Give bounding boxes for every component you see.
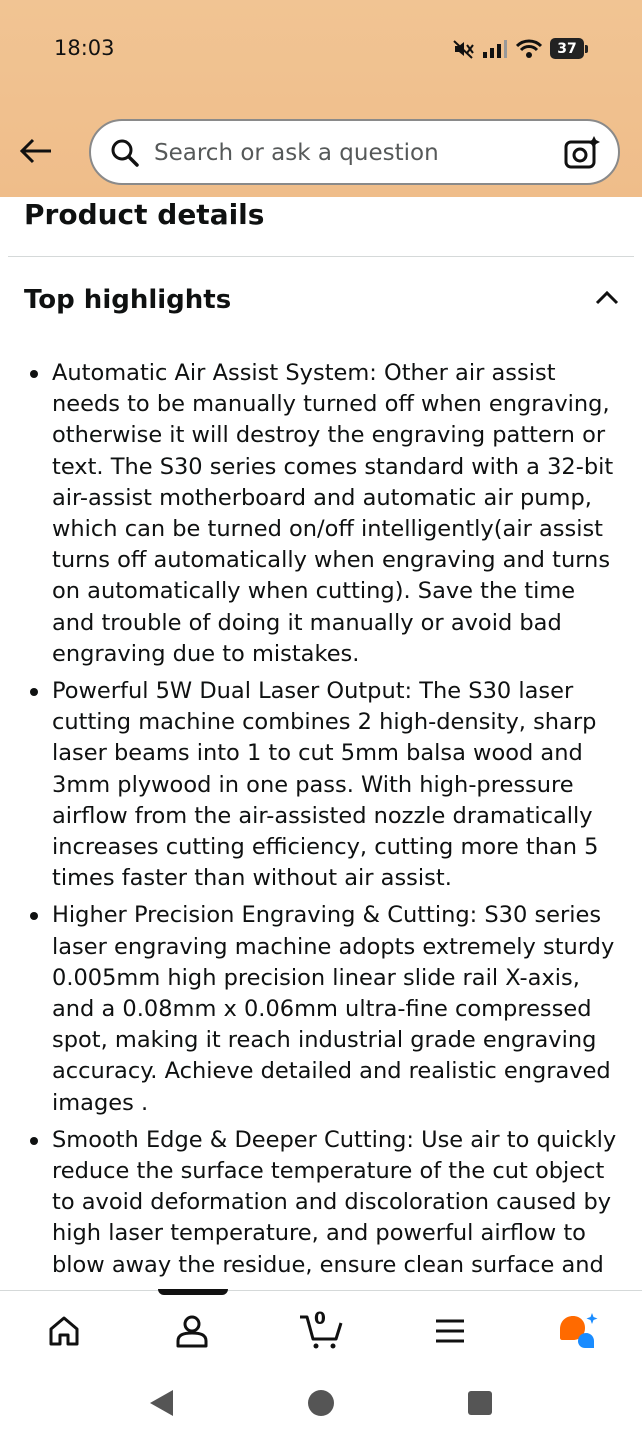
home-icon <box>47 1314 81 1348</box>
nav-account[interactable] <box>168 1309 216 1353</box>
search-icon <box>110 138 140 172</box>
system-home-icon[interactable] <box>307 1389 335 1417</box>
camera-sparkle-icon <box>563 134 601 172</box>
bullet-dot <box>30 912 38 920</box>
bullet-dot <box>30 688 38 696</box>
nav-cart[interactable] <box>297 1309 345 1353</box>
highlight-text: Powerful 5W Dual Laser Output: The S30 laser cutting machine combines 2 high-density, sharp laser beams into 1 to cut 5mm balsa wood and 3mm plywood in one pass. With high-pressure airflow from the air-assisted nozzle dramatically increases cutting efficiency, cutting more than 5 times faster than without air assist. <box>52 678 599 892</box>
status-icons <box>452 38 588 59</box>
nav-home[interactable] <box>40 1309 88 1353</box>
back-arrow-icon <box>19 137 53 165</box>
cart-count: 0 <box>314 1309 326 1329</box>
collapse-chevron-icon[interactable] <box>594 288 620 310</box>
status-time: 18:03 <box>54 36 115 60</box>
battery-level: 37 <box>550 38 584 59</box>
bullet-dot <box>30 370 38 378</box>
system-back-icon[interactable] <box>147 1388 175 1418</box>
nav-menu[interactable] <box>426 1309 474 1353</box>
highlight-text: Smooth Edge & Deeper Cutting: Use air to quickly reduce the surface temperature of the cut object to avoid deformation and discoloration caused by high laser temperature, and powerful airflow to blow away the residue, ensure clean surface and <box>52 1126 617 1278</box>
highlights-content[interactable] <box>0 358 642 1290</box>
search-bar[interactable] <box>89 119 620 185</box>
rufus-assistant-icon <box>556 1311 600 1351</box>
menu-icon <box>434 1318 466 1344</box>
mute-icon <box>452 39 474 59</box>
highlight-item <box>0 1125 642 1281</box>
highlight-item <box>0 900 642 1118</box>
back-button[interactable] <box>16 131 56 171</box>
app-header <box>0 0 642 197</box>
camera-search-button[interactable] <box>563 134 601 176</box>
search-input[interactable]: Search or ask a question <box>154 140 439 166</box>
highlight-item <box>0 358 642 670</box>
highlight-text: Automatic Air Assist System: Other air assist needs to be manually turned off when engraving, otherwise it will destroy the engraving pattern or text. The S30 series comes standard with a 32-bit air-assist motherboard and automatic air pump, which can be turned on/off intelligently(air assist turns off automatically when engraving and turns on automatically when cutting). Save the time and trouble of doing it manually or avoid bad engraving due to mistakes. <box>52 360 614 667</box>
account-icon <box>174 1313 210 1349</box>
bullet-dot <box>30 1137 38 1145</box>
divider <box>8 256 634 257</box>
section-title[interactable]: Top highlights <box>24 285 232 315</box>
bottom-nav <box>0 1290 642 1367</box>
active-tab-indicator <box>158 1289 228 1295</box>
highlights-list <box>0 358 642 1281</box>
page-title: Product details <box>24 198 265 231</box>
system-navigation-bar <box>0 1366 642 1440</box>
nav-rufus[interactable] <box>554 1309 602 1353</box>
battery-cap <box>585 45 588 53</box>
highlight-text: Higher Precision Engraving & Cutting: S30 series laser engraving machine adopts extremely sturdy 0.005mm high precision linear slide rail X-axis, and a 0.08mm x 0.06mm ultra-fine compressed spot, making it reach industrial grade engraving accuracy. Achieve detailed and realistic engraved images . <box>52 902 615 1116</box>
highlight-item <box>0 676 642 894</box>
signal-icon <box>482 39 508 59</box>
wifi-icon <box>516 39 542 59</box>
system-recents-icon[interactable] <box>467 1390 493 1416</box>
